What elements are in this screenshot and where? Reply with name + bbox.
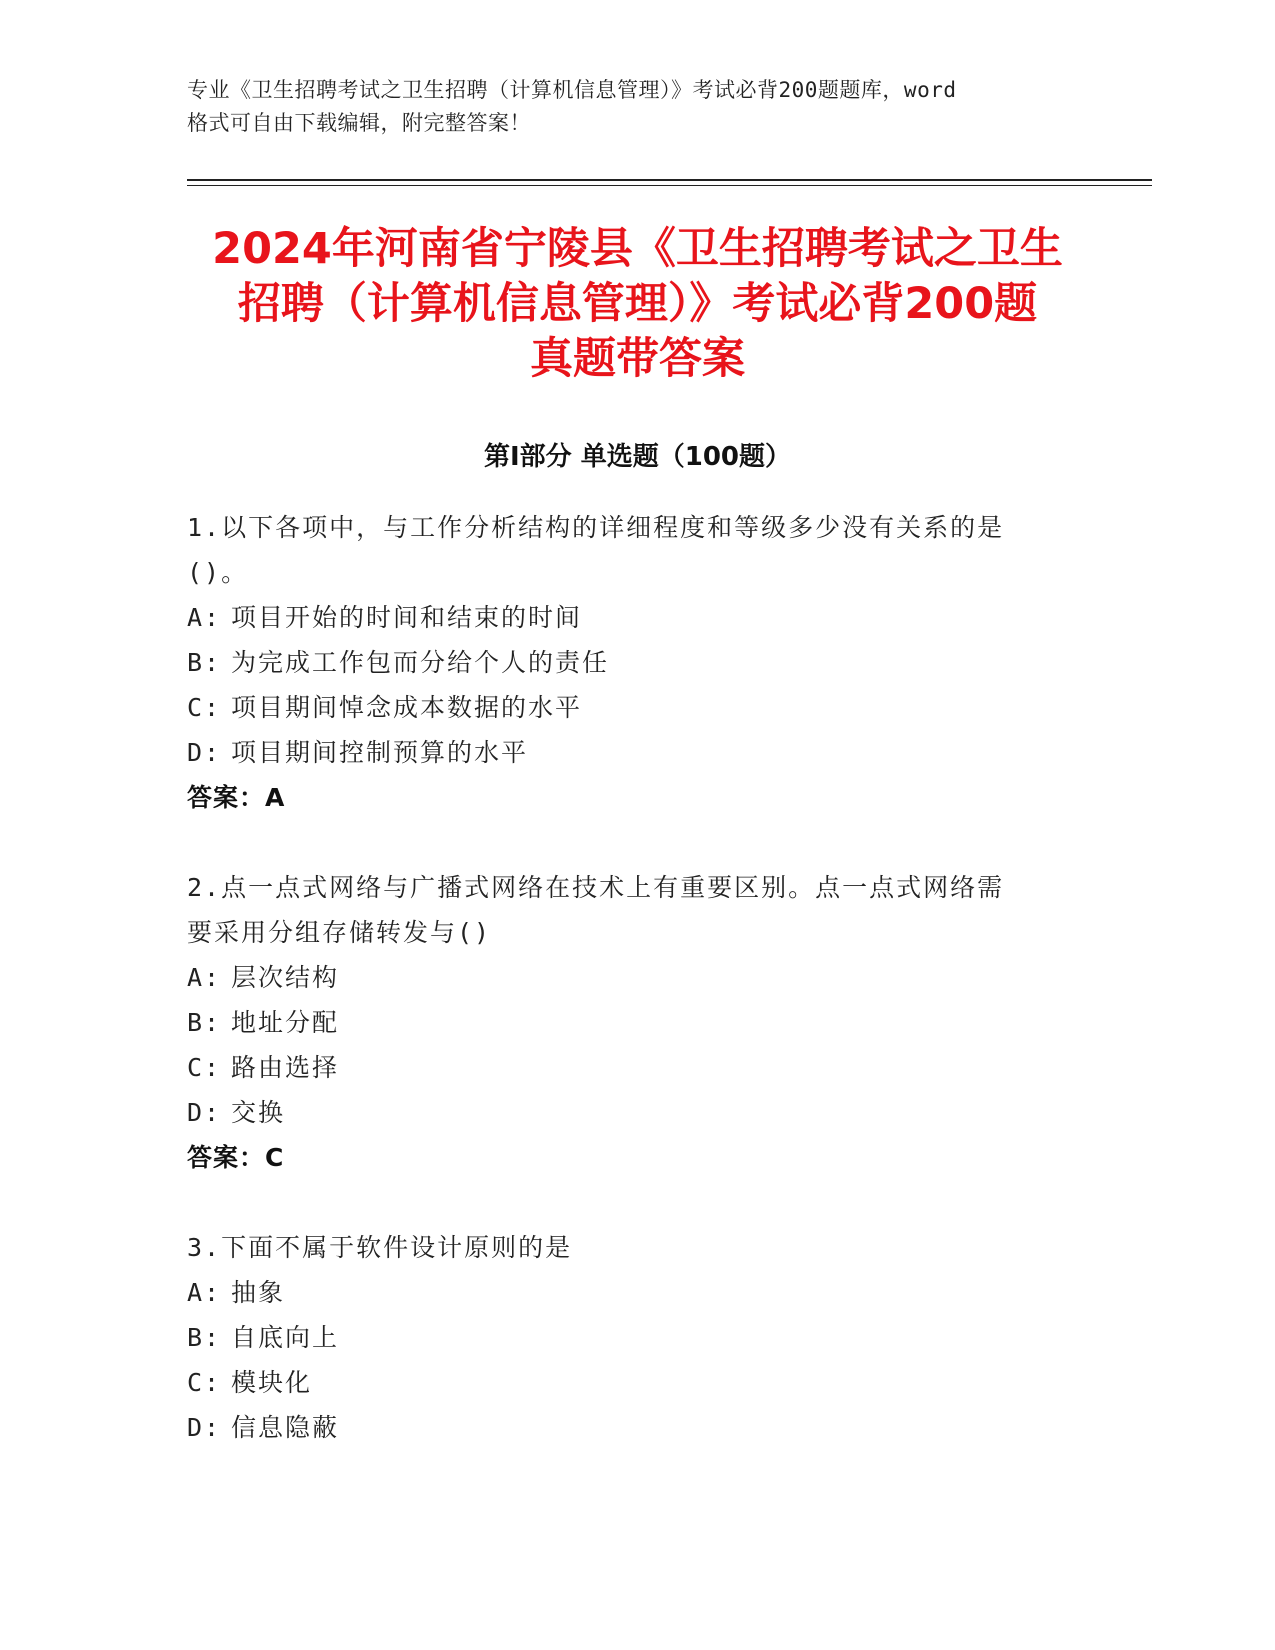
header-divider-thick (187, 179, 1152, 181)
question-1 (187, 505, 1067, 820)
question-3 (187, 1225, 1067, 1450)
option-text: 交换 (231, 1098, 286, 1127)
option-d (187, 1405, 1067, 1450)
option-text: 信息隐蔽 (231, 1413, 340, 1442)
option-a (187, 595, 1067, 640)
question-stem: 3.下面不属于软件设计原则的是 (187, 1233, 573, 1262)
option-text: 项目期间控制预算的水平 (231, 738, 529, 767)
option-b (187, 1000, 1067, 1045)
question-stem: 2.点一点式网络与广播式网络在技术上有重要区别。点一点式网络需 (187, 873, 1005, 902)
document-title-line-1: 2024年河南省宁陵县《卫生招聘考试之卫生 (212, 224, 1063, 274)
option-c (187, 1045, 1067, 1090)
option-letter: C: (187, 1368, 222, 1397)
option-text: 地址分配 (231, 1008, 340, 1037)
option-a (187, 1270, 1067, 1315)
document-title-line-2: 招聘（计算机信息管理）》考试必背200题 (237, 279, 1038, 329)
option-text: 项目期间悼念成本数据的水平 (231, 693, 583, 722)
header-divider-thin (187, 185, 1152, 186)
option-letter: D: (187, 1098, 222, 1127)
option-text: 为完成工作包而分给个人的责任 (231, 648, 610, 677)
answer-line: 答案：A (187, 783, 286, 812)
question-stem: 1.以下各项中，与工作分析结构的详细程度和等级多少没有关系的是 (187, 513, 1005, 542)
option-text: 项目开始的时间和结束的时间 (231, 603, 583, 632)
option-letter: C: (187, 693, 222, 722)
option-letter: B: (187, 1323, 222, 1352)
option-letter: D: (187, 738, 222, 767)
option-text: 层次结构 (231, 963, 340, 992)
document-title-line-3: 真题带答案 (530, 334, 745, 384)
header-note (187, 74, 1087, 140)
option-c (187, 685, 1067, 730)
section-heading: 第Ⅰ部分 单选题（100题） (484, 442, 791, 472)
option-d (187, 1090, 1067, 1135)
option-letter: C: (187, 1053, 222, 1082)
option-text: 路由选择 (231, 1053, 340, 1082)
option-text: 自底向上 (231, 1323, 340, 1352)
option-letter: A: (187, 1278, 222, 1307)
option-letter: A: (187, 963, 222, 992)
question-2 (187, 865, 1067, 1180)
option-letter: A: (187, 603, 222, 632)
option-letter: B: (187, 648, 222, 677)
question-stem-continued: 要采用分组存储转发与() (187, 918, 492, 947)
header-note-line-1: 专业《卫生招聘考试之卫生招聘（计算机信息管理）》考试必背200题题库，word (187, 78, 957, 102)
option-d (187, 730, 1067, 775)
option-letter: D: (187, 1413, 222, 1442)
option-b (187, 640, 1067, 685)
option-c (187, 1360, 1067, 1405)
option-b (187, 1315, 1067, 1360)
option-text: 模块化 (231, 1368, 313, 1397)
option-text: 抽象 (231, 1278, 286, 1307)
option-a (187, 955, 1067, 1000)
header-note-line-2: 格式可自由下载编辑，附完整答案！ (187, 111, 531, 135)
question-stem-continued: ()。 (187, 558, 249, 587)
answer-line: 答案：C (187, 1143, 285, 1172)
document-title (150, 222, 1125, 387)
option-letter: B: (187, 1008, 222, 1037)
